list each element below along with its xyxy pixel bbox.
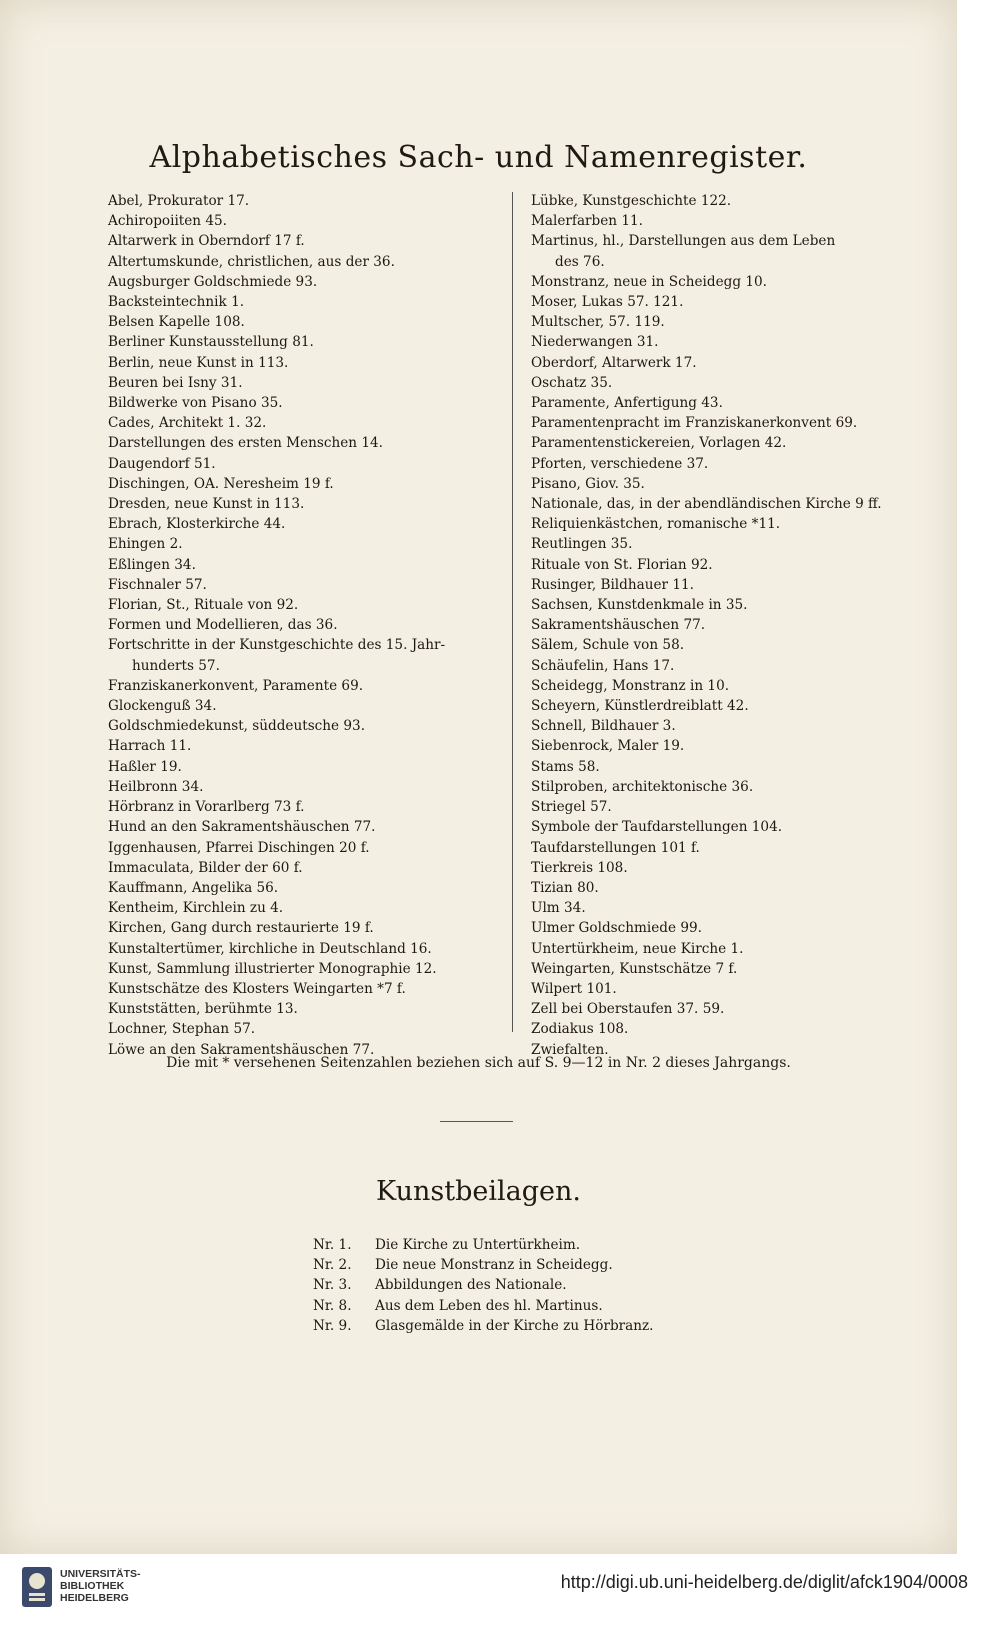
register-entry <box>531 615 936 635</box>
kunstbeilage-number: Nr. 9. <box>313 1317 352 1334</box>
register-entry-text: Beuren bei Isny 31. <box>108 374 243 391</box>
register-entry-text: Ulm 34. <box>531 900 586 917</box>
kunstbeilage-text: Abbildungen des Nationale. <box>375 1277 567 1294</box>
register-entry-text: Stilproben, architektonische 36. <box>531 778 754 795</box>
kunstbeilage-number: Nr. 2. <box>313 1257 352 1274</box>
footnote: Die mit * versehenen Seitenzahlen beziehen sich auf S. 9—12 in Nr. 2 dieses Jahrgangs. <box>166 1055 791 1071</box>
register-entry-text: Eßlingen 34. <box>108 556 196 573</box>
register-entry-text: Hund an den Sakramentshäuschen 77. <box>108 819 376 836</box>
register-entry-text: Schäufelin, Hans 17. <box>531 657 675 674</box>
register-entry-text: Fortschritte in der Kunstgeschichte des 15. Jahr- <box>108 637 446 654</box>
register-entry <box>531 676 936 696</box>
register-entry <box>108 999 498 1019</box>
register-entry-text: Heilbronn 34. <box>108 778 204 795</box>
register-entry-text: Oschatz 35. <box>531 374 613 391</box>
register-entry <box>531 494 936 514</box>
register-entry <box>108 332 498 352</box>
register-entry <box>531 817 936 837</box>
register-entry <box>108 858 498 878</box>
register-entry <box>108 252 498 272</box>
kunstbeilage-text: Die neue Monstranz in Scheidegg. <box>375 1257 613 1274</box>
register-entry <box>531 534 936 554</box>
kunstbeilage-number: Nr. 8. <box>313 1297 352 1314</box>
register-entry <box>531 716 936 736</box>
register-entry-text: Nationale, das, in der abendländischen Kirche 9 ff. <box>531 496 882 513</box>
register-entry-text: Iggenhausen, Pfarrei Dischingen 20 f. <box>108 839 370 856</box>
register-entry-text: Tierkreis 108. <box>531 859 628 876</box>
register-entry <box>108 817 498 837</box>
register-entry <box>531 898 936 918</box>
register-entry-text: Harrach 11. <box>108 738 192 755</box>
register-right-column <box>531 191 936 1060</box>
register-entry <box>108 736 498 756</box>
library-name <box>60 1568 141 1604</box>
register-entry <box>108 696 498 716</box>
register-entry-text: Fischnaler 57. <box>108 576 207 593</box>
register-entry <box>531 191 936 211</box>
kunstbeilage-item <box>313 1255 654 1275</box>
kunstbeilage-text: Die Kirche zu Untertürkheim. <box>375 1237 581 1253</box>
kunstbeilage-item <box>313 1296 654 1316</box>
register-entry-text: Darstellungen des ersten Menschen 14. <box>108 435 383 452</box>
register-entry-text: Ulmer Goldschmiede 99. <box>531 920 702 937</box>
register-entry <box>108 797 498 817</box>
register-entry-text: Martinus, hl., Darstellungen aus dem Leben <box>531 233 836 250</box>
register-entry <box>108 353 498 373</box>
register-entry <box>108 635 498 675</box>
register-entry-text: Scheidegg, Monstranz in 10. <box>531 677 730 694</box>
permalink-url[interactable]: http://digi.ub.uni-heidelberg.de/diglit/afck1904/0008 <box>560 1572 968 1592</box>
register-entry-text: Stams 58. <box>531 758 600 775</box>
library-seal-icon <box>20 1565 54 1609</box>
register-entry-text: Berlin, neue Kunst in 113. <box>108 354 289 371</box>
register-entry <box>531 878 936 898</box>
register-entry-text: Multscher, 57. 119. <box>531 314 665 331</box>
register-entry-text: Cades, Architekt 1. 32. <box>108 415 267 432</box>
register-entry <box>108 534 498 554</box>
register-entry-text: Untertürkheim, neue Kirche 1. <box>531 940 744 957</box>
register-entry <box>531 332 936 352</box>
register-entry-text: Lochner, Stephan 57. <box>108 1021 256 1038</box>
register-entry <box>531 312 936 332</box>
register-entry <box>531 393 936 413</box>
register-entry-text: Augsburger Goldschmiede 93. <box>108 273 318 290</box>
register-entry-text: Rusinger, Bildhauer 11. <box>531 576 694 593</box>
register-entry-text: Formen und Modellieren, das 36. <box>108 617 338 634</box>
register-entry <box>531 272 936 292</box>
register-entry <box>531 999 936 1019</box>
register-entry-text: Hörbranz in Vorarlberg 73 f. <box>108 799 305 816</box>
register-entry-text: Paramente, Anfertigung 43. <box>531 395 723 412</box>
register-entry <box>108 413 498 433</box>
register-entry-text: Paramentenstickereien, Vorlagen 42. <box>531 435 787 452</box>
register-entry <box>108 838 498 858</box>
register-entry <box>531 454 936 474</box>
register-entry-text: Tizian 80. <box>531 879 599 896</box>
register-entry-text: Kentheim, Kirchlein zu 4. <box>108 900 284 917</box>
register-entry-text: Sakramentshäuschen 77. <box>531 617 706 634</box>
register-entry <box>531 979 936 999</box>
register-entry-text: Striegel 57. <box>531 799 612 816</box>
register-entry <box>108 514 498 534</box>
register-entry <box>531 635 936 655</box>
register-entry-text: Zell bei Oberstaufen 37. 59. <box>531 1001 725 1018</box>
kunstbeilage-number: Nr. 3. <box>313 1277 352 1294</box>
register-entry <box>531 433 936 453</box>
register-entry <box>531 656 936 676</box>
register-entry-text: Sälem, Schule von 58. <box>531 637 685 654</box>
register-entry-text: Backsteintechnik 1. <box>108 294 245 311</box>
register-entry <box>108 191 498 211</box>
register-entry <box>108 595 498 615</box>
register-entry <box>531 474 936 494</box>
register-entry-text: Rituale von St. Florian 92. <box>531 556 713 573</box>
library-name-line: UNIVERSITÄTS- <box>60 1568 141 1580</box>
kunstbeilage-item <box>313 1316 654 1336</box>
register-entry <box>108 939 498 959</box>
register-entry-text: Altertumskunde, christlichen, aus der 36. <box>108 253 395 270</box>
register-entry-text: Kunststätten, berühmte 13. <box>108 1001 298 1018</box>
register-entry-text: Daugendorf 51. <box>108 455 216 472</box>
register-entry-text: Zwiefalten. <box>531 1041 609 1058</box>
register-entry-text: Lübke, Kunstgeschichte 122. <box>531 193 732 209</box>
register-entry-text: Ehingen 2. <box>108 536 183 553</box>
register-entry-text: Monstranz, neue in Scheidegg 10. <box>531 273 767 290</box>
register-entry <box>108 494 498 514</box>
kunstbeilagen-title: Kunstbeilagen. <box>376 1176 581 1207</box>
register-entry-text: Abel, Prokurator 17. <box>108 193 250 209</box>
register-entry-text: Schnell, Bildhauer 3. <box>531 718 676 735</box>
register-entry <box>531 575 936 595</box>
register-entry <box>531 555 936 575</box>
register-entry-text: Wilpert 101. <box>531 980 617 997</box>
register-entry <box>531 353 936 373</box>
register-entry <box>531 797 936 817</box>
register-entry-text: Zodiakus 108. <box>531 1021 629 1038</box>
register-entry-text: Glockenguß 34. <box>108 698 217 715</box>
register-entry-text: Ebrach, Klosterkirche 44. <box>108 516 286 533</box>
register-entry-text: Niederwangen 31. <box>531 334 659 351</box>
register-entry <box>108 433 498 453</box>
register-entry-text: Dresden, neue Kunst in 113. <box>108 496 305 513</box>
kunstbeilage-item <box>313 1275 654 1295</box>
register-entry <box>108 878 498 898</box>
register-entry-text: Scheyern, Künstlerdreiblatt 42. <box>531 698 749 715</box>
register-entry <box>531 696 936 716</box>
register-entry <box>108 716 498 736</box>
register-entry <box>108 1019 498 1039</box>
register-entry-text: Kunstschätze des Klosters Weingarten *7 f. <box>108 980 406 997</box>
register-entry-text: Taufdarstellungen 101 f. <box>531 839 700 856</box>
university-library-logo <box>20 1565 54 1613</box>
register-entry <box>531 838 936 858</box>
register-entry-text: Löwe an den Sakramentshäuschen 77. <box>108 1041 375 1058</box>
column-divider <box>512 192 513 1032</box>
kunstbeilage-text: Glasgemälde in der Kirche zu Hörbranz. <box>375 1317 654 1334</box>
register-entry-text: Symbole der Taufdarstellungen 104. <box>531 819 783 836</box>
register-entry <box>108 757 498 777</box>
register-entry <box>108 777 498 797</box>
register-entry-continuation: des 76. <box>555 253 605 270</box>
kunstbeilage-text: Aus dem Leben des hl. Martinus. <box>375 1297 603 1314</box>
register-entry <box>108 231 498 251</box>
register-entry-text: Reliquienkästchen, romanische *11. <box>531 516 781 533</box>
register-entry <box>108 555 498 575</box>
register-entry-text: Immaculata, Bilder der 60 f. <box>108 859 303 876</box>
register-entry <box>108 454 498 474</box>
register-entry-continuation: hunderts 57. <box>132 657 220 674</box>
register-entry-text: Oberdorf, Altarwerk 17. <box>531 354 697 371</box>
register-entry <box>531 918 936 938</box>
library-name-line: BIBLIOTHEK <box>60 1580 125 1592</box>
register-entry <box>108 959 498 979</box>
register-entry-text: Goldschmiedekunst, süddeutsche 93. <box>108 718 366 735</box>
register-entry <box>108 312 498 332</box>
register-entry <box>108 979 498 999</box>
register-entry <box>108 393 498 413</box>
kunstbeilage-number: Nr. 1. <box>313 1237 352 1253</box>
register-entry <box>108 292 498 312</box>
kunstbeilage-item <box>313 1235 654 1255</box>
register-entry <box>108 373 498 393</box>
register-entry <box>531 757 936 777</box>
register-entry-text: Sachsen, Kunstdenkmale in 35. <box>531 597 748 614</box>
register-entry-text: Kauffmann, Angelika 56. <box>108 879 279 896</box>
register-entry <box>108 272 498 292</box>
register-entry-text: Haßler 19. <box>108 758 182 775</box>
register-entry <box>108 474 498 494</box>
register-title: Alphabetisches Sach- und Namenregister. <box>149 140 808 175</box>
register-entry <box>531 231 936 271</box>
register-entry-text: Achiropoiiten 45. <box>108 213 227 230</box>
register-entry-text: Weingarten, Kunstschätze 7 f. <box>531 960 738 977</box>
register-entry-text: Dischingen, OA. Neresheim 19 f. <box>108 475 334 492</box>
register-entry-text: Altarwerk in Oberndorf 17 f. <box>108 233 305 250</box>
register-entry-text: Moser, Lukas 57. 121. <box>531 294 684 311</box>
register-entry <box>531 413 936 433</box>
register-entry <box>531 959 936 979</box>
register-entry <box>108 575 498 595</box>
register-entry-text: Pforten, verschiedene 37. <box>531 455 709 472</box>
register-entry <box>531 736 936 756</box>
register-entry-text: Paramentenpracht im Franziskanerkonvent 69. <box>531 415 858 432</box>
register-entry-text: Pisano, Giov. 35. <box>531 475 645 492</box>
register-entry-text: Florian, St., Rituale von 92. <box>108 597 299 614</box>
register-entry-text: Franziskanerkonvent, Paramente 69. <box>108 677 364 694</box>
register-entry-text: Reutlingen 35. <box>531 536 633 553</box>
register-entry <box>108 615 498 635</box>
register-entry <box>531 1019 936 1039</box>
register-entry-text: Kirchen, Gang durch restaurierte 19 f. <box>108 920 374 937</box>
register-entry <box>531 292 936 312</box>
section-separator <box>440 1121 513 1122</box>
register-entry <box>108 898 498 918</box>
register-entry-text: Kunstaltertümer, kirchliche in Deutschland 16. <box>108 940 432 957</box>
kunstbeilagen-list <box>313 1235 654 1336</box>
register-entry <box>531 939 936 959</box>
register-entry <box>531 211 936 231</box>
register-entry-text: Bildwerke von Pisano 35. <box>108 395 283 412</box>
register-entry <box>108 211 498 231</box>
register-entry <box>531 777 936 797</box>
register-entry-text: Malerfarben 11. <box>531 213 643 230</box>
register-entry-text: Berliner Kunstausstellung 81. <box>108 334 314 351</box>
register-entry-text: Siebenrock, Maler 19. <box>531 738 685 755</box>
register-entry <box>531 858 936 878</box>
library-name-line: HEIDELBERG <box>60 1592 129 1604</box>
register-entry <box>108 676 498 696</box>
register-entry <box>531 373 936 393</box>
register-entry-text: Belsen Kapelle 108. <box>108 314 245 331</box>
register-entry-text: Kunst, Sammlung illustrierter Monographie 12. <box>108 960 437 977</box>
register-entry <box>108 918 498 938</box>
register-entry <box>531 595 936 615</box>
register-left-column <box>108 191 498 1060</box>
register-entry <box>531 514 936 534</box>
